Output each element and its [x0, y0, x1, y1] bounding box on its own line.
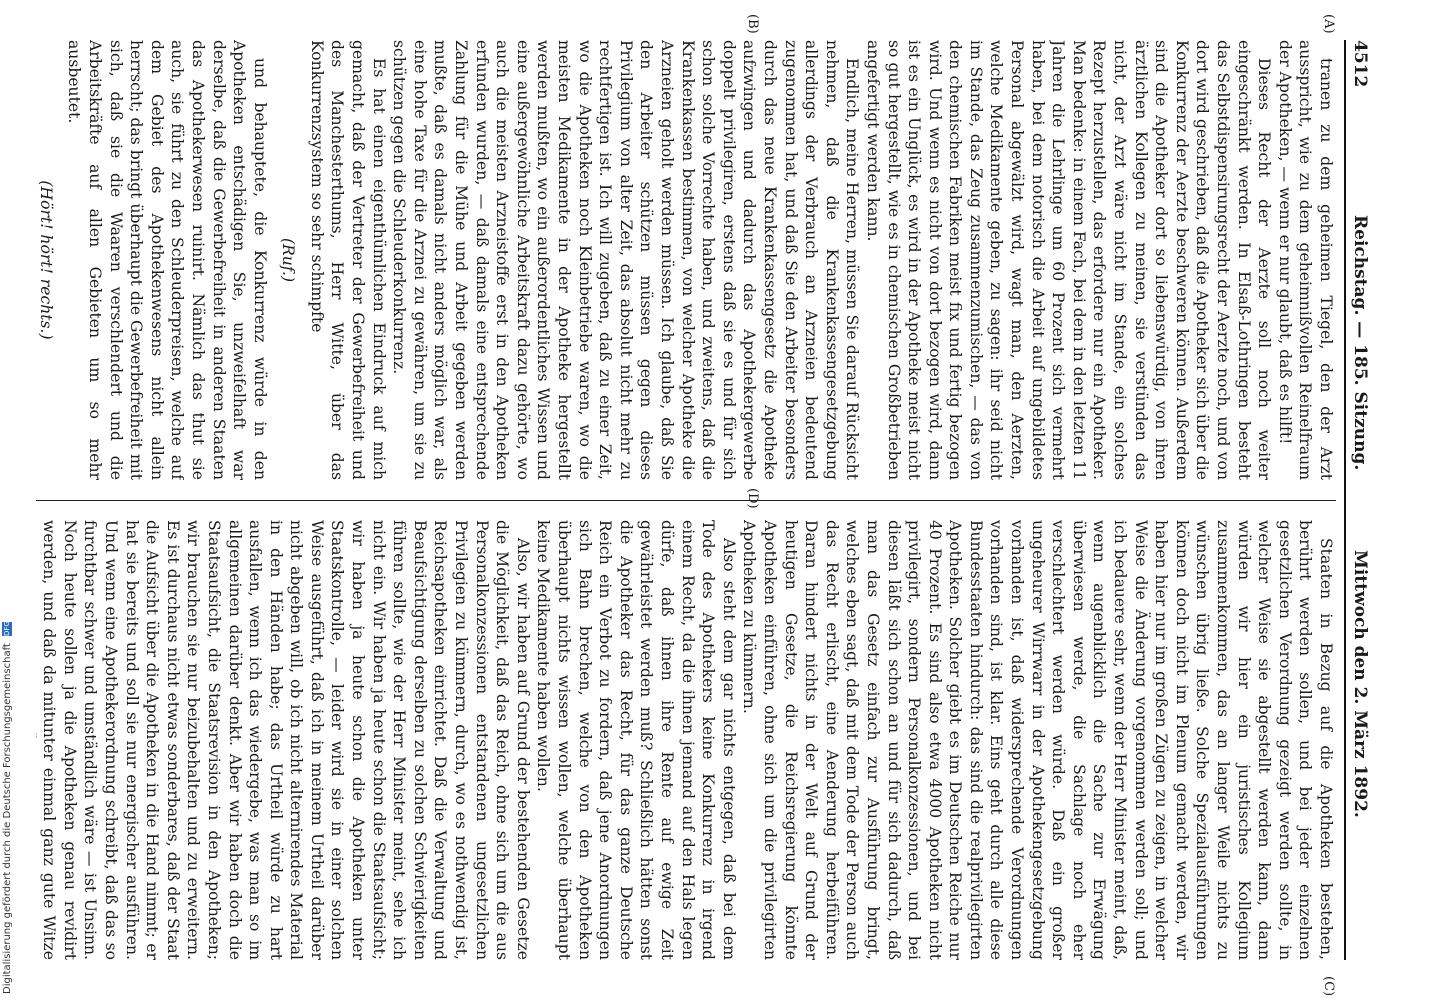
left-column: [36, 40, 1336, 480]
session-date: Mittwoch den 2. März 1892.: [1350, 550, 1370, 818]
dfg-logo-icon: DFG: [3, 621, 11, 636]
digitisation-credit: [2, 614, 20, 994]
session-title: Reichstag. — 185. Sitzung.: [1350, 215, 1370, 471]
margin-marker-c: (C): [1321, 976, 1336, 997]
paragraph: Es hat einen eigenthümlichen Eindruck auf mich gemacht, daß der Vertreter der Gewerbefreiheit und des Manchesterthums, Herr Witte, über das Konkurrenzsystem so sehr schimpfte: [307, 40, 388, 480]
margin-marker-b: (B): [745, 14, 760, 34]
page-number: 4512: [1350, 40, 1370, 88]
interjection: (Ruf.): [279, 237, 298, 283]
margin-marker-d: (D): [745, 488, 760, 509]
header-rule: [1344, 40, 1346, 960]
paragraph: und behauptete, die Konkurrenz würde in den Apotheken entschädigen Sie, unzweifelhaft war derselbe, daß die Gewerbefreiheit in anderen Staaten das Apothekerwesen ruinirt. Nämlich das thut sie auch, sie führt zu den Schleuderpreisen, welche auf dem Gebiet des Apothekenwesens nicht allein herrscht; das bringt überhaupt die Gewerbefreiheit mit sich, daß sie die Waaren verschlendert und die Arbeitskräfte auf allen Gebieten um so mehr ausbeutet.: [65, 40, 269, 480]
credit-text: Digitalisierung gefördert durch die Deutsche Forschungsgemeinschaft: [2, 643, 13, 994]
paragraph: Dieses Recht der Aerzte soll noch weiter eingeschränkt werden. In Elsaß-Lothringen besteht das Selbstdispensirungsrecht der Aerzte noch, und von dort wird geschrieben, daß die Apotheker sich über die Konkurrenz der Aerzte beschweren können. Außerdem sind die Apotheker dort so liebenswürdig, von ihren ärztlichen Kollegen zu meinen, sie verstünden das nicht, der Arzt wäre nicht im Stande, ein solches Rezept herzustellen, das erfordere nur ein Apotheker. Man bedenke: in einem Fach, bei dem in den letzten 11 Jahren die Lehrlinge um 60 Prozent sich vermehrt haben, bei dem notorisch die Arbeit auf ungebildetes Personal abgewälzt wird, wagt man, den Aerzten, welche Medikamente geben, zu sagen: ihr seid nicht im Stande, das Zeug zusammenzumischen, — das von den chemischen Fabriken meist fix und fertig bezogen wird. Und wenn es nicht von dort bezogen wird, dann ist es ein Unglück, es wird in der Apotheke meist nicht so gut hergestellt, wie es in chemischen Großbetrieben angefertigt werden kann.: [863, 40, 1274, 480]
column-divider: [36, 500, 1336, 501]
page-header: [1340, 40, 1380, 960]
margin-marker-a: (A): [1321, 14, 1336, 34]
paragraph: Also steht dem gar nichts entgegen, daß bei dem Tode des Apothekers keine Konkurrenz in irgend einem Recht, da die ihnen jemand auf den Hals legen dürfe, daß ihnen ihre Rente auf ewige Zeit gewährleistet werden muß? Schließlich hätten sonst die Apotheker das Recht, für das ganze Deutsche Reich ein Verbot zu fordern, daß jene Anordnungen sich Bahn brechen, welche von den Apotheken überhaupt nichts wissen wollen, welche überhaupt keine Medikamente haben wollen.: [534, 520, 738, 960]
paragraph: Staaten in Bezug auf die Apotheken bestehen, berührt werden sollen, und bei jeder einzelnen gesetzlichen Verordnung gezeigt werden sollte, in welcher Weise sie abgestellt werden kann, dann würden wir hier ein juristisches Kollegium zusammenkommen, das an langer Weile nichts zu wünschen übrig ließe. Solche Spezialausführungen können doch nicht im Plenum gemacht werden, wir haben hier nur im großen Zügen zu zeigen, in welcher Weise die Änderung vorgenommen werden soll; und ich bedauere sehr, wenn der Herr Minister meint, daß, wenn augenblicklich die Sache zur Erwägung überwiesen werde, die Sachlage noch eher verschlechtert werden würde. Daß ein großer ungeheurer Wirrwarr in der Apothekengesetzgebung vorhanden ist, daß widersprechende Verordnungen vorhanden sind, ist klar. Eins geht durch alle diese Bundesstaaten hindurch: das sind die realprivilegirten Apotheken. Solcher giebt es im Deutschen Reiche nur 40 Prozent. Es sind also etwa 4000 Apotheken nicht privilegirt, sondern Personalkonzessionen, und bei diesen läßt sich schon an und für sich dadurch, daß man das Gesetz einfach zur Ausführung bringt, welches eben sagt, daß mit dem Tode der Person auch das Recht erlischt, eine Aenderung herbeiführen. Daran hindert nichts in der Welt auf Grund der heutigen Gesetze, die Reichsregierung könnte Apotheken einführen, ohne sich um die privilegirten Apotheken zu kümmern.: [740, 520, 1335, 960]
paragraph: tranen zu dem geheimen Tiegel, den der Arzt ausspricht, wie zu dem geheimnißvollen Reinelfraum der Apotheken, — wenn er nur glaubt, daß es hilft!: [1275, 40, 1335, 480]
paragraph: Also, wir haben auf Grund der bestehenden Gesetze die Möglichkeit, daß das Reich, ohne sich um die aus Personalkonzessionen entstandenen ungesetzlichen Privilegien zu kümmern, durch, wo es nothwendig ist, Reichsapotheken einrichtet. Daß die Verwaltung und Beaufsichtigung derselben zu solchen Schwierigkeiten führen sollte, wie der Herr Minister meint, sehe ich nicht ein. Wir haben ja heute schon die Staatsaufsicht; wir haben ja heute schon die Apotheken unter Staatskontrolle, — leider wird sie in einer solchen Weise ausgeführt, daß ich in meinem Urtheil darüber nicht abgeben will, ob ich nicht alternirendes Material in den Händen habe; das Urtheil würde zu hart ausfallen, wenn ich das wiedergebe, was man so im allgemeinen darüber denkt. Aber wir haben doch die Staatsaufsicht, die Staatsrevision in den Apotheken; wir brauchen sie nur beizubehalten und zu erweitern. Es ist durchaus nicht etwas sonderbares, daß der Staat die Aufsicht über die Apotheken in die Hand nimmt; er hat sie bereits und soll sie nur energischer ausführen. Und wenn eine Apothekerordnung schreibt, daß das so furchtbar schwer und umständlich wäre — ist Unsinn. Noch heute sollen ja die Apotheken genau revidirt werden, und daß da mitunter einmal ganz gute Witze: [40, 520, 532, 960]
paragraph: Endlich, meine Herren, müssen Sie darauf Rücksicht nehmen, daß die Krankenkassengesetzgebung allerdings der Verbrauch an Arzneien bedeutend zugenommen hat, und daß Sie den Arbeiter besonders durch das neue Krankenkassengesetz die Apotheke aufzwingen und dadurch das Apothekergewerbe doppelt privilegiren, erstens daß sie es und für sich schon solche Vorrechte haben, und zweitens, daß die Krankenkassen bestimmen, von welcher Apotheke die Arzneien geholt werden müssen. Ich glaube, daß Sie den Arbeiter schützen müssen gegen dieses Privilegium von alter Zeit, das absolut nicht mehr zu rechtfertigen ist. Ich will zugeben, daß zu einer Zeit, wo die Apotheken noch Kleinbetriebe waren, wo die meisten Medikamente in der Apotheke hergestellt werden mußten, wo ein außerordentliches Wissen und eine außergewöhnliche Arbeitskraft dazu gehörte, wo auch die meisten Arzneistoffe erst in den Apotheken erfunden wurden, — daß damals eine entsprechende Zahlung für die Mühe und Arbeit gegeben werden mußte, daß es damals nicht anders möglich war, als eine hohe Taxe für die Arznei zu gewähren, um sie zu schützen gegen die Schleuderkonkurrenz.: [390, 40, 862, 480]
interjection: (Hört! hört! rechts.): [36, 180, 55, 340]
right-column: [36, 520, 1336, 960]
